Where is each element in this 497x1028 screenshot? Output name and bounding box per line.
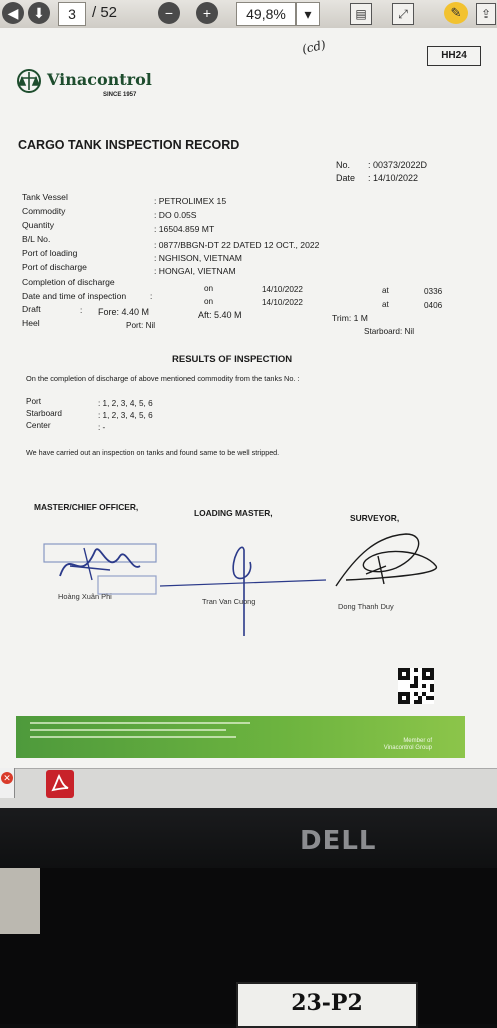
back-icon[interactable]: ◀ <box>2 2 24 24</box>
field-value: : PETROLIMEX 15 <box>154 196 227 206</box>
inspection-colon: : <box>150 292 153 301</box>
surveyor-name: Dong Thanh Duy <box>338 602 394 611</box>
loading-master-signature-label: LOADING MASTER, <box>194 508 273 518</box>
fit-page-icon[interactable]: ▤ <box>350 3 372 25</box>
field-value: : 0877/BBGN-DT 22 DATED 12 OCT., 2022 <box>154 240 320 250</box>
zoom-out-icon[interactable]: − <box>158 2 180 24</box>
results-title: RESULTS OF INSPECTION <box>172 354 293 365</box>
draft-colon: : <box>80 306 83 315</box>
inspection-label: Date and time of inspection <box>22 291 127 301</box>
inspection-time: 0406 <box>424 301 443 310</box>
loading-master-name: Tran Van Cuong <box>202 597 256 606</box>
monitor-bezel <box>0 808 497 868</box>
record-date-value: : 14/10/2022 <box>368 173 419 183</box>
stripped-statement: We have carried out an inspection on tanks and found same to be well stripped. <box>26 448 280 457</box>
field-label: B/L No. <box>22 234 51 244</box>
master-name: Hoàng Xuân Phi <box>58 592 112 601</box>
completion-on: on <box>204 284 214 293</box>
record-no-label: No. <box>336 160 351 170</box>
taskbar <box>0 768 497 809</box>
master-signature-label: MASTER/CHIEF OFFICER, <box>34 502 139 512</box>
inspection-date: 14/10/2022 <box>262 298 303 307</box>
footer-member-line1: Member of <box>403 738 432 744</box>
completion-time: 0336 <box>424 287 443 296</box>
qr-code <box>398 668 434 704</box>
download-icon[interactable]: ⬇ <box>28 2 50 24</box>
tank-value: : - <box>98 423 106 432</box>
tank-label: Center <box>26 421 51 430</box>
field-label: Commodity <box>22 206 66 216</box>
completion-label: Completion of discharge <box>22 277 115 287</box>
record-no-value: : 00373/2022D <box>368 160 428 170</box>
surveyor-signature-label: SURVEYOR, <box>350 513 400 523</box>
heel-label: Heel <box>22 318 40 328</box>
handwritten-initials: (cd) <box>300 37 327 57</box>
document-title: CARGO TANK INSPECTION RECORD <box>18 138 240 152</box>
company-since: SINCE 1957 <box>103 92 137 98</box>
zoom-input[interactable]: 49,8% <box>236 2 296 26</box>
share-icon[interactable]: ⇪ <box>476 3 496 25</box>
tank-value: : 1, 2, 3, 4, 5, 6 <box>98 399 153 408</box>
field-value: : HONGAI, VIETNAM <box>154 266 236 276</box>
company-name: Vinacontrol <box>47 70 152 89</box>
fit-width-icon[interactable]: ⤢ <box>392 3 414 25</box>
field-label: Quantity <box>22 220 55 230</box>
field-value: : NGHISON, VIETNAM <box>154 253 242 263</box>
zoom-in-icon[interactable]: + <box>196 2 218 24</box>
draft-aft: Aft: 5.40 M <box>198 310 242 320</box>
completion-date: 14/10/2022 <box>262 285 303 294</box>
tank-label: Starboard <box>26 409 62 418</box>
heel-starboard: Starboard: Nil <box>364 327 415 336</box>
inspection-at: at <box>382 300 389 309</box>
page-number-input[interactable]: 3 <box>58 2 86 26</box>
total-pages: / 52 <box>92 4 118 21</box>
field-label: Port of loading <box>22 248 78 258</box>
field-label: Port of discharge <box>22 262 87 272</box>
field-value: : 16504.859 MT <box>154 224 215 234</box>
monitor-brand-logo: DELL <box>300 826 377 856</box>
inspection-on: on <box>204 297 214 306</box>
paper-sheet <box>0 868 40 934</box>
completion-at: at <box>382 286 389 295</box>
pdf-app-icon[interactable] <box>46 770 74 798</box>
document-code: HH24 <box>427 46 481 66</box>
comment-icon[interactable]: ✎ <box>444 2 468 24</box>
draft-label: Draft <box>22 304 41 314</box>
loading-master-signature <box>158 540 328 640</box>
field-label: Tank Vessel <box>22 192 68 202</box>
sticker-text: 23-P2 <box>291 990 363 1016</box>
tank-value: : 1, 2, 3, 4, 5, 6 <box>98 411 153 420</box>
close-icon[interactable]: ✕ <box>1 772 13 784</box>
field-value: : DO 0.05S <box>154 210 197 220</box>
trim-value: Trim: 1 M <box>332 313 368 323</box>
vinacontrol-logo-icon <box>16 68 42 94</box>
completion-text: On the completion of discharge of above mentioned commodity from the tanks No. : <box>26 374 300 383</box>
draft-fore: Fore: 4.40 M <box>98 307 150 317</box>
acrobat-icon <box>46 770 74 798</box>
heel-port: Port: Nil <box>126 321 156 330</box>
surveyor-signature <box>326 526 476 606</box>
zoom-dropdown-icon[interactable]: ▾ <box>296 2 320 26</box>
record-date-label: Date <box>336 173 356 183</box>
footer-member-line2: Vinacontrol Group <box>383 745 432 751</box>
tank-label: Port <box>26 397 42 406</box>
footer-contact-lines <box>26 720 276 750</box>
